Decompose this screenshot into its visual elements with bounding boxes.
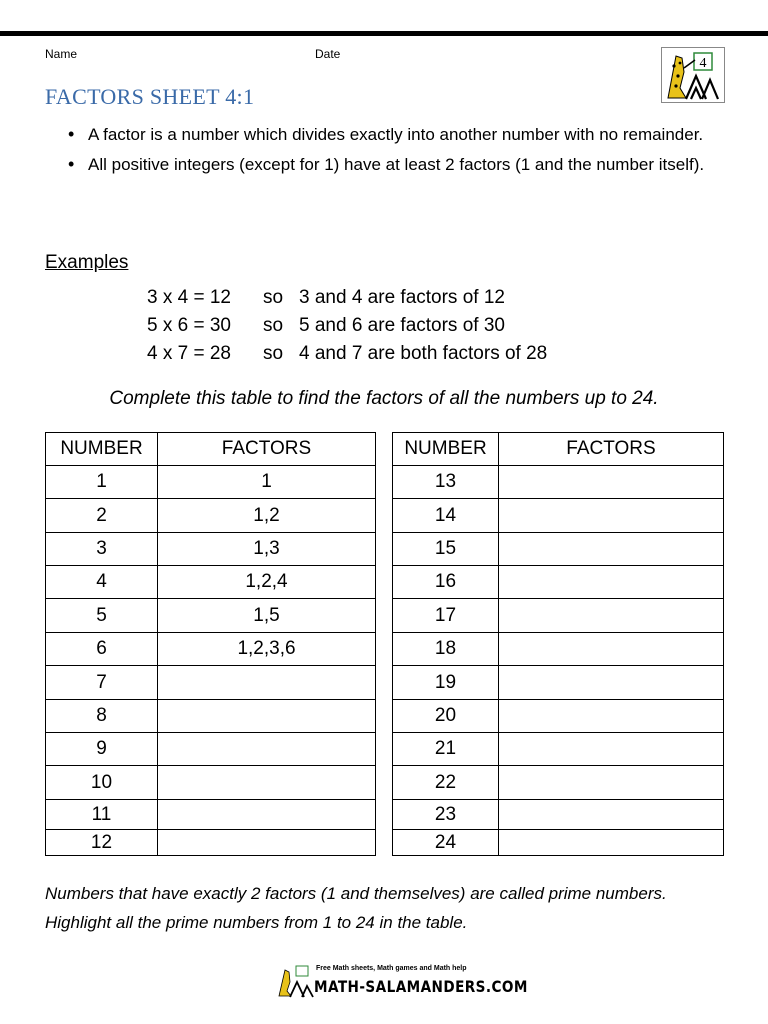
example-equation: 4 x 7 = 28 [147,343,231,364]
number-cell: 15 [393,533,499,566]
examples-block [147,284,547,368]
factors-cell[interactable] [158,766,376,800]
bullet-item: • All positive integers (except for 1) have at least 2 factors (1 and the number itself). [68,150,738,179]
factors-cell[interactable] [499,599,724,633]
number-cell: 3 [46,533,158,566]
brand-name: MATH-SALAMANDERS.COM [314,977,528,996]
number-cell: 6 [46,633,158,666]
top-border [0,31,768,36]
example-text: 5 and 6 are factors of 30 [299,315,505,336]
factors-table-right [392,432,724,856]
date-label: Date [315,47,341,61]
example-equation: 3 x 4 = 12 [147,287,231,308]
factors-cell[interactable] [499,666,724,700]
factors-cell[interactable] [499,533,724,566]
factors-cell[interactable] [499,466,724,499]
number-cell: 10 [46,766,158,800]
prime-note-line: Numbers that have exactly 2 factors (1 and themselves) are called prime numbers. [45,884,667,903]
table-row [46,733,376,766]
number-cell: 14 [393,499,499,533]
factors-cell[interactable] [158,830,376,856]
example-equation: 5 x 6 = 30 [147,315,231,336]
table-row [393,733,724,766]
number-cell: 1 [46,466,158,499]
number-cell: 13 [393,466,499,499]
bullet-item: • A factor is a number which divides exactly into another number with no remainder. [68,120,738,149]
table-row [393,700,724,733]
factors-cell[interactable] [158,700,376,733]
factors-cell[interactable] [158,733,376,766]
table-row [46,633,376,666]
factors-table-left [45,432,376,856]
table-row [393,566,724,599]
number-cell: 4 [46,566,158,599]
table-header-row [393,433,724,466]
factors-column-header: FACTORS [158,433,376,466]
number-cell: 23 [393,800,499,830]
prime-note [45,879,745,937]
example-row [147,340,547,368]
factors-cell[interactable] [499,800,724,830]
prime-note-line: Highlight all the prime numbers from 1 to 24 in the table. [45,913,468,932]
salamander-logo [661,47,725,103]
table-instruction: Complete this table to find the factors of all the numbers up to 24. [109,388,659,409]
number-cell: 17 [393,599,499,633]
table-row [46,800,376,830]
factors-cell[interactable]: 1,5 [158,599,376,633]
factors-cell[interactable] [499,700,724,733]
example-row [147,284,547,312]
factors-cell[interactable]: 1,2 [158,499,376,533]
definition-list [68,120,738,180]
table-row [46,566,376,599]
brand-tagline: Free Math sheets, Math games and Math help [316,965,467,972]
example-so: so [263,343,284,364]
factors-cell[interactable]: 1,2,3,6 [158,633,376,666]
table-row [46,466,376,499]
factors-column-header: FACTORS [499,433,724,466]
table-row [46,499,376,533]
table-row [393,830,724,856]
number-cell: 5 [46,599,158,633]
logo-number: 4 [699,56,707,71]
number-cell: 7 [46,666,158,700]
factors-cell[interactable]: 1,2,4 [158,566,376,599]
number-column-header: NUMBER [46,433,158,466]
table-row [393,666,724,700]
table-row [46,830,376,856]
example-so: so [263,315,284,336]
number-cell: 18 [393,633,499,666]
factors-cell[interactable] [499,633,724,666]
factors-cell[interactable] [499,766,724,800]
table-row [393,800,724,830]
factors-cell[interactable] [499,499,724,533]
number-cell: 9 [46,733,158,766]
factors-cell[interactable] [158,800,376,830]
example-text: 3 and 4 are factors of 12 [299,287,505,308]
number-cell: 12 [46,830,158,856]
factors-cell[interactable] [499,733,724,766]
example-so: so [263,287,284,308]
example-row [147,312,547,340]
number-cell: 21 [393,733,499,766]
number-cell: 8 [46,700,158,733]
table-row [393,633,724,666]
table-row [393,466,724,499]
number-cell: 20 [393,700,499,733]
number-cell: 2 [46,499,158,533]
examples-heading: Examples [45,252,129,273]
table-row [46,533,376,566]
factors-cell[interactable]: 1,3 [158,533,376,566]
table-row [393,499,724,533]
table-header-row [46,433,376,466]
number-cell: 24 [393,830,499,856]
salamander-brand-icon [276,964,314,998]
number-cell: 22 [393,766,499,800]
factors-cell[interactable] [499,830,724,856]
table-row [46,766,376,800]
factors-cell[interactable] [158,666,376,700]
page-title: FACTORS SHEET 4:1 [45,84,255,109]
factors-cell[interactable] [499,566,724,599]
number-column-header: NUMBER [393,433,499,466]
table-row [46,700,376,733]
table-row [46,599,376,633]
table-row [46,666,376,700]
table-row [393,533,724,566]
name-label: Name [45,47,78,61]
number-cell: 16 [393,566,499,599]
table-row [393,766,724,800]
example-text: 4 and 7 are both factors of 28 [299,343,548,364]
number-cell: 19 [393,666,499,700]
table-row [393,599,724,633]
salamander-icon [662,48,724,102]
factors-cell[interactable]: 1 [158,466,376,499]
number-cell: 11 [46,800,158,830]
brand-footer [276,964,528,1000]
